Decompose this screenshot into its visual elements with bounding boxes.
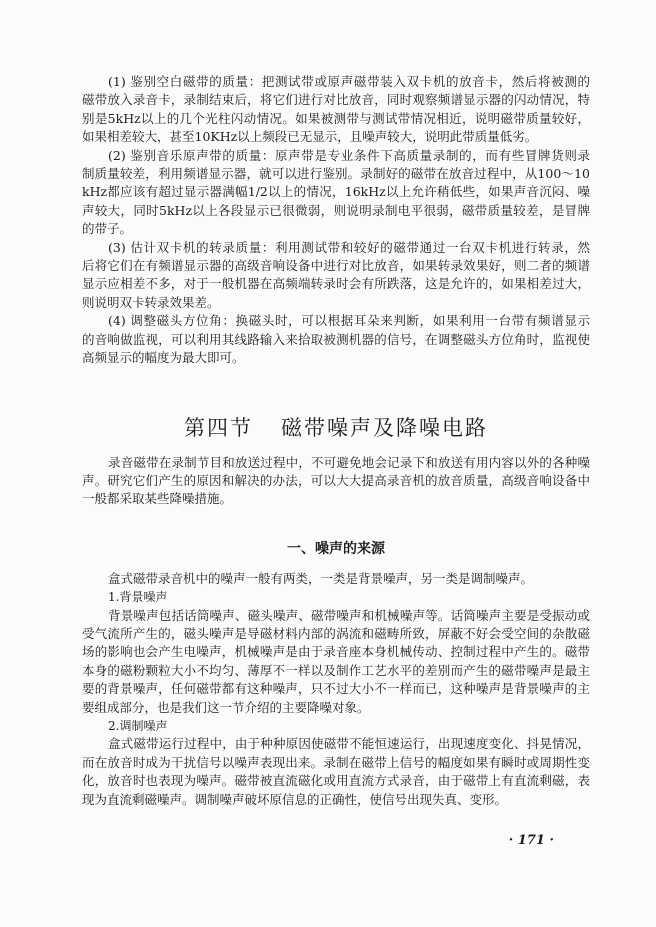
text-line: 本身的磁粉颗粒大小不均匀、薄厚不一样以及制作工艺水平的差别而产生的磁带噪声是最主 [82,662,590,678]
paragraph-p5 [82,570,590,588]
text-line: (2) 鉴别音乐原声带的质量：原声带是专业条件下高质量录制的，而有些冒牌货则录 [108,147,590,163]
label-background-noise [82,588,590,606]
text-line: 如果相差较大，甚至10KHz以上频段已无显示，且噪声较大，说明此带质量低劣。 [82,129,538,145]
text-line: 2.调制噪声 [108,718,168,733]
text-line: 则说明双卡转录效果差。 [82,294,220,310]
text-line: 要的背景噪声，任何磁带都有这种噪声，只不过大小不一样而已，这种噪声是背景噪声的主 [82,681,590,697]
text-line: 录音磁带在录制节目和放送过程中，不可避免地会记录下和放送有用内容以外的各种噪 [108,454,590,470]
text-line: 场的影响也会产生电噪声，机械噪声是由于录音座本身机械传动、控制过程中产生的。磁带 [82,644,590,660]
text-line: 盒式磁带录音机中的噪声一般有两类，一类是背景噪声，另一类是调制噪声。 [108,570,534,586]
text-line: 磁带放入录音卡，录制结束后，将它们进行对比放音，同时观察频谱显示器的闪动情况，特 [82,92,590,108]
section-heading [82,415,590,441]
paragraph-p4 [82,312,590,367]
text-line: (1) 鉴别空白磁带的质量：把测试带或原声磁带装入双卡机的放音卡，然后将被测的 [108,74,590,89]
text-line: 现为直流剩磁噪声。调制噪声破坏原信息的正确性，使信号出现失真、变形。 [82,791,508,807]
paragraph-p7 [82,735,590,809]
page-body [82,73,590,850]
text-line: 后将它们在有频谱显示器的高级音响设备中进行对比放音，如果转录效果好，则二者的频谱 [82,258,590,274]
paragraph-p2 [82,147,590,239]
text-line: (4) 调整磁头方位角：换磁头时，可以根据耳朵来判断，如果利用一台带有频谱显示 [108,313,590,329]
text-line: 盒式磁带运行过程中，由于种种原因使磁带不能恒速运行，出现速度变化、抖晃情况， [108,736,590,752]
text-line: 显示应相差不多，对于一般机器在高频端转录时会有所跌落，这是允许的，如果相差过大， [82,276,590,292]
text-line: 的音响做监视，可以利用其线路输入来拾取被测机器的信号，在调整磁头方位角时，监视使 [82,331,590,347]
text-line: 1.背景噪声 [108,590,168,605]
text-line: 而在放音时成为干扰信号以噪声表现出来。录制在磁带上信号的幅度如果有瞬时或周期性变 [82,754,590,770]
text-line: 化，放音时也表现为噪声。磁带被直流磁化或用直流方式录音，由于磁带上有直流剩磁，表 [82,773,590,789]
paragraph-p1 [82,73,590,147]
text-line: 高频显示的幅度为最大即可。 [82,350,245,366]
paragraph-p3 [82,239,590,313]
paragraph-intro [82,454,590,509]
section-title: 磁带噪声及降噪电路 [281,415,488,440]
text-line: 受气流所产生的，磁头噪声是导磁材料内部的涡流和磁畴所致，屏蔽不好会受空间的杂散磁 [82,625,590,641]
paragraph-p6 [82,607,590,717]
text-line: 要组成部分，也是我们这一节介绍的主要降噪对象。 [82,699,370,715]
text-line: kHz都应该有超过显示器满幅1/2以上的情况，16kHz以上允许稍低些，如果声音沉闷、噪 [82,184,590,200]
text-line: 的带子。 [82,221,133,237]
text-line: 别是5kHz以上的几个光柱闪动情况。如果被测带与测试带情况相近，说明磁带质量较好， [82,110,590,126]
text-line: (3) 估计双卡机的转录质量：利用测试带和较好的磁带通过一台双卡机进行转录，然 [108,239,590,255]
page-number: · 171 · [508,833,554,848]
section-number: 第四节 [184,415,253,440]
text-line: 声较大，同时5kHz以上各段显示已很微弱，则说明录制电平很弱，磁带质量较差，是冒牌 [82,202,590,218]
text-line: 制质量较差，利用频谱显示器，就可以进行鉴别。录制好的磁带在放音过程中，从100～10 [82,166,590,182]
label-modulation-noise [82,717,590,735]
subsection-heading: 一、噪声的来源 [287,540,385,557]
text-line: 背景噪声包括话筒噪声、磁头噪声、磁带噪声和机械噪声等。话筒噪声主要是受振动或 [108,607,590,623]
text-line: 声。研究它们产生的原因和解决的办法，可以大大提高录音机的放音质量，高级音响设备中 [82,472,590,488]
text-line: 一般都采取某些降噪措施。 [82,491,233,507]
